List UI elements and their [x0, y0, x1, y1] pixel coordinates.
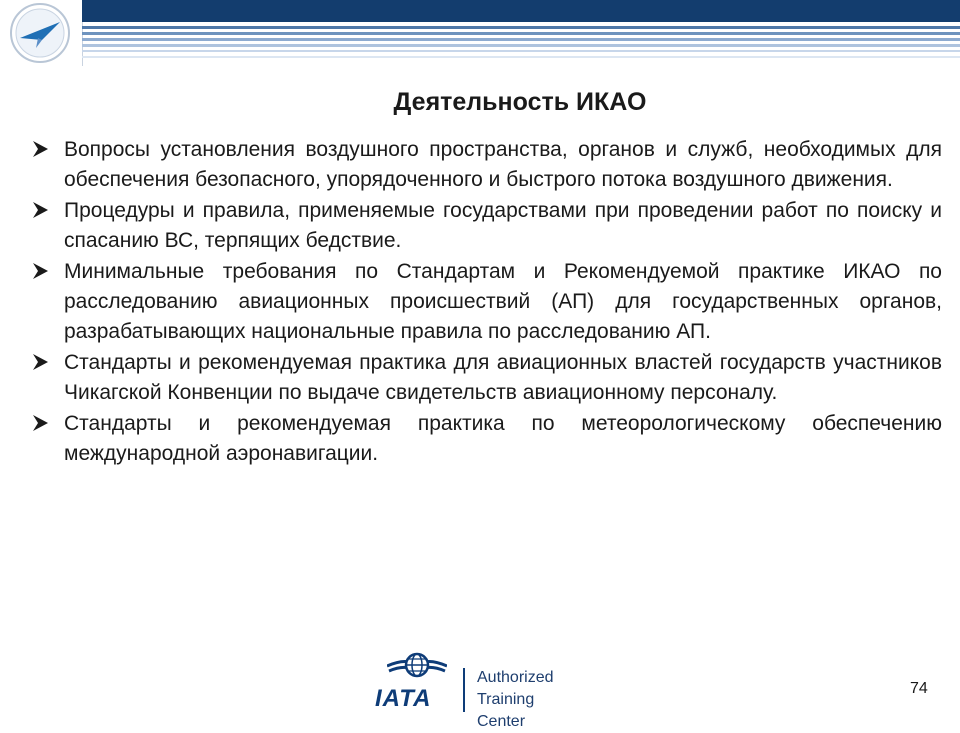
bullet-text: Стандарты и рекомендуемая практика для авиационных властей государств участников Чикагской Конвенции по выдаче свидетельств авиационному персоналу.	[64, 351, 942, 404]
arrow-bullet-icon	[30, 351, 52, 373]
organization-logo	[0, 0, 83, 66]
header-stripe	[82, 44, 960, 47]
header-stripe	[82, 38, 960, 41]
list-item	[30, 196, 942, 256]
iata-wordmark: IATA	[375, 685, 432, 712]
header-stripe	[82, 32, 960, 35]
bullet-text: Минимальные требования по Стандартам и Рекомендуемой практике ИКАО по расследованию авиационных происшествий (АП) для государственных органов, разрабатывающих национальные правила по расследованию АП.	[64, 260, 942, 343]
logo-divider	[463, 668, 465, 712]
slide-title: Деятельность ИКАО	[393, 88, 647, 116]
bullet-list	[30, 135, 942, 470]
authorized-training-center	[477, 667, 575, 733]
list-item	[30, 409, 942, 469]
page-number: 74	[910, 680, 928, 697]
arrow-bullet-icon	[30, 199, 52, 221]
atc-line-1: Authorized	[477, 669, 554, 686]
header-stripe	[82, 26, 960, 29]
list-item	[30, 135, 942, 195]
plane-emblem-icon	[0, 0, 82, 66]
header-stripe	[82, 56, 960, 58]
slide-header	[0, 0, 960, 66]
bullet-text: Вопросы установления воздушного пространства, органов и служб, необходимых для обеспечения безопасного, упорядоченного и быстрого потока воздушного движения.	[64, 138, 942, 191]
iata-logo	[375, 648, 575, 730]
arrow-bullet-icon	[30, 260, 52, 282]
arrow-bullet-icon	[30, 138, 52, 160]
list-item	[30, 257, 942, 347]
list-item	[30, 348, 942, 408]
atc-line-2: Training Center	[477, 691, 535, 730]
globe-wings-icon	[387, 648, 447, 684]
arrow-bullet-icon	[30, 412, 52, 434]
bullet-text: Стандарты и рекомендуемая практика по метеорологическому обеспечению международной аэронавигации.	[64, 412, 942, 465]
bullet-text: Процедуры и правила, применяемые государствами при проведении работ по поиску и спасанию ВС, терпящих бедствие.	[64, 199, 942, 252]
header-stripe	[82, 50, 960, 52]
header-band	[82, 0, 960, 22]
